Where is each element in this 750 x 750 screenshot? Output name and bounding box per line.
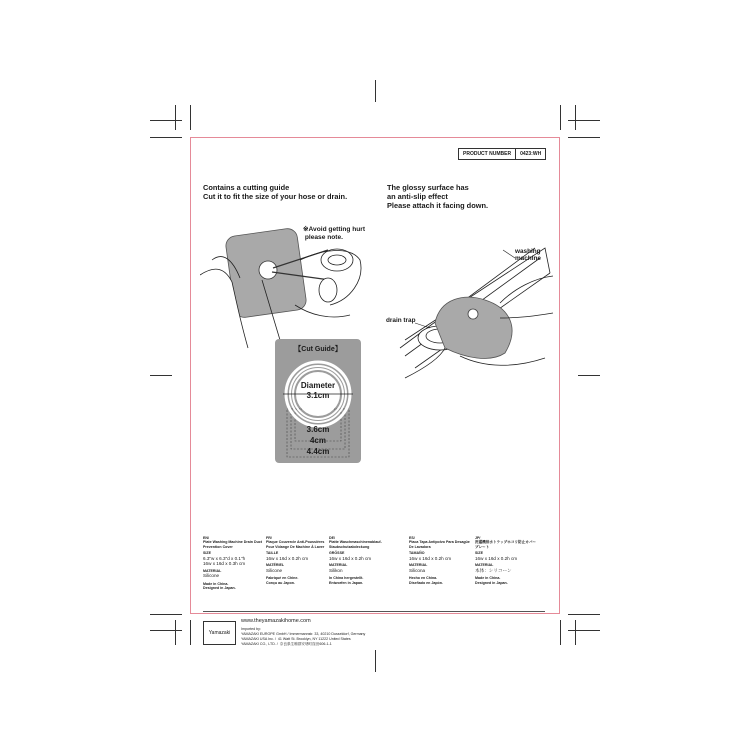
cutting-illustration <box>200 220 370 350</box>
crop-mark <box>150 137 182 138</box>
material-value: 本体：シリコーン <box>475 567 512 573</box>
material-value: Silicona <box>409 567 426 573</box>
crop-mark <box>190 620 191 645</box>
lang-title: Plaque Couvercle Anti-Poussières Pour Vidange De Machine À Laver <box>266 540 325 549</box>
crop-mark <box>150 614 182 615</box>
material-key: MATERIAL <box>203 568 222 573</box>
cut-guide-title: 【Cut Guide】 <box>294 346 342 353</box>
origin-note: Made in China. Designed in Japan. <box>203 581 236 591</box>
crop-mark <box>575 105 576 130</box>
size-value: 16w x 16d x 0.2h cm <box>409 555 452 561</box>
lang-code: JP/ <box>475 536 481 540</box>
material-key: MATERIAL <box>475 563 494 568</box>
product-number-label: PRODUCT NUMBER <box>459 149 516 159</box>
size-value: 16w x 16d x 0.2h cm <box>475 555 518 561</box>
left-heading: Contains a cutting guide Cut it to fit the size of your hose or drain. <box>203 183 348 201</box>
lang-title: Placa Tapa Antipolvo Para Desagüe De Lavadora <box>409 540 470 549</box>
crop-mark <box>568 137 600 138</box>
crop-mark <box>560 620 561 645</box>
product-number-box <box>458 148 546 160</box>
diameter-label: Diameter <box>300 381 336 390</box>
lang-title: Platte Waschmaschinenablauf-Staubschutzabdeckung <box>329 540 382 549</box>
product-number-value: 0423:WH <box>520 151 542 157</box>
crop-mark <box>578 375 600 376</box>
lang-title: Plate Washing Machine Drain Duct Prevention Cover <box>203 540 262 549</box>
crop-mark <box>175 620 176 645</box>
material-value: Silikon <box>329 567 343 573</box>
lang-code: EN/ <box>203 536 209 540</box>
material-key: MATERIAL <box>329 563 348 568</box>
size-key: SIZE <box>203 551 211 556</box>
size-value: 6.3"w x 6.3"d x 0.1"h <box>203 555 246 561</box>
lang-jp <box>475 536 539 585</box>
material-value: Silicone <box>266 567 283 573</box>
crop-mark <box>568 630 600 631</box>
size-key: SIZE <box>475 551 483 556</box>
lang-code: FR/ <box>266 536 272 540</box>
crop-mark <box>150 375 172 376</box>
material-key: MATÉRIEL <box>266 563 285 568</box>
size-value: 16w x 16d x 0.2h cm <box>329 555 372 561</box>
crop-mark <box>150 630 182 631</box>
lang-title: 洗濯機排水トラップホコリ防止カバープレート <box>475 540 537 549</box>
origin-note: Hecho en China. Diseñado en Japón. <box>409 576 443 585</box>
origin-note: Fabriqué en Chine. Conçu au Japon. <box>266 576 299 585</box>
diameter-3-6: 3.6cm <box>306 425 330 434</box>
diameter-4-4: 4.4cm <box>306 447 330 456</box>
website-link[interactable]: www.theyamazakihome.com <box>241 618 311 624</box>
size-key: GRÖSSE <box>329 551 345 556</box>
size-key: TAMAÑO <box>409 551 425 556</box>
lang-en <box>203 536 267 591</box>
drain-trap-label: drain trap <box>386 317 416 324</box>
footer-divider <box>203 611 545 612</box>
brand-logo: Yamazaki <box>203 621 236 645</box>
lang-code: DE/ <box>329 536 335 540</box>
crop-mark <box>568 120 600 121</box>
crop-mark <box>575 620 576 645</box>
lang-de <box>329 536 393 585</box>
diameter-4: 4cm <box>309 436 326 445</box>
material-key: MATERIAL <box>409 563 428 568</box>
importer-addresses: Imported by: YAMAZAKI EUROPE GmbH / Immermannstr. 33, 40210 Dusseldorf, Germany YAMAZAKI USA Inc. / 41 Watt St. Brooklyn, NY 11222 United States YAMAZAKI CO., LTD. / 奈良県生駒郡安堵町窪田606-1-1 <box>241 627 366 646</box>
lang-code: ES/ <box>409 536 415 540</box>
diameter-3-1: 3.1cm <box>306 391 330 400</box>
origin-note: In China hergestellt. Entworfen in Japan. <box>329 576 364 585</box>
crop-mark <box>190 105 191 130</box>
crop-mark <box>375 650 376 672</box>
size-value: 16w x 16d x 0.2h cm <box>266 555 309 561</box>
lang-es <box>409 536 473 585</box>
size-value-2: 16w x 16d x 0.3h cm <box>203 561 246 567</box>
warning-note: ※Avoid getting hurt please note. <box>303 226 366 241</box>
crop-mark <box>150 120 182 121</box>
crop-mark <box>175 105 176 130</box>
size-key: TAILLE <box>266 551 279 556</box>
crop-mark <box>375 80 376 102</box>
material-value: Silicone <box>203 573 220 579</box>
origin-note: Made in China. Designed in Japan. <box>475 576 508 585</box>
right-heading: The glossy surface has an anti-slip effect Please attach it facing down. <box>387 183 489 210</box>
crop-mark <box>560 105 561 130</box>
crop-mark <box>568 614 600 615</box>
lang-fr <box>266 536 330 585</box>
washing-machine-label: washing machine <box>515 248 541 263</box>
